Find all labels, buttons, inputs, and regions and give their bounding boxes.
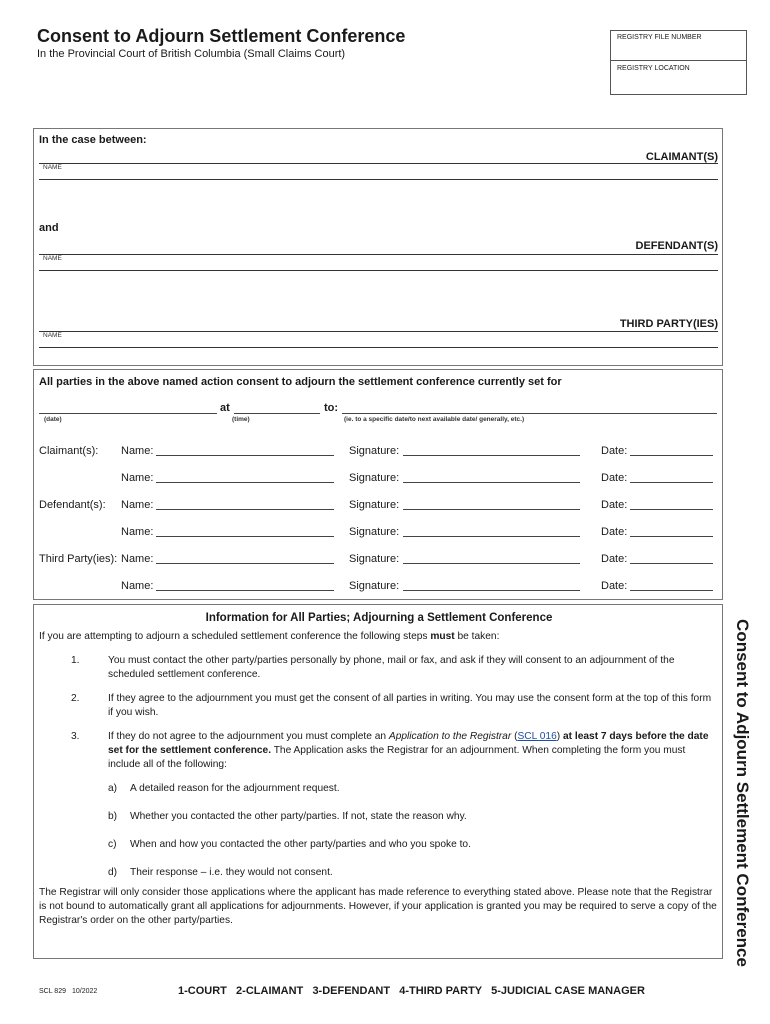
registry-location-label: REGISTRY LOCATION — [617, 65, 690, 72]
registry-file-number-label: REGISTRY FILE NUMBER — [617, 34, 702, 41]
defendants-row-label: Defendant(s): — [39, 499, 106, 511]
consent-box — [33, 369, 723, 600]
form-code: SCL 829 — [39, 988, 66, 995]
date-label: Date: — [601, 526, 628, 538]
third-party-1-name-field[interactable] — [156, 563, 334, 564]
settlement-time-field[interactable] — [234, 413, 320, 414]
defendant-name-line-2[interactable] — [39, 270, 718, 271]
step-number: 2. — [71, 693, 80, 704]
claimant-1-signature-field[interactable] — [403, 455, 580, 456]
third-party-2-signature-field[interactable] — [403, 590, 580, 591]
signature-label: Signature: — [349, 445, 400, 457]
closing-note: The Registrar will only consider those applications where the applicant has made reference to everything stated above. Please note that the Registrar is not bound to automatically grant all applications for adjournments. However, if your application is granted you may be required to serve a copy of the Registrar's order on the other party/parties. — [39, 887, 717, 926]
claimants-row-label: Claimant(s): — [39, 445, 99, 457]
date-hint: (date) — [44, 416, 62, 423]
adjourn-to-field[interactable] — [342, 413, 717, 414]
claimants-label: CLAIMANT(S) — [645, 151, 718, 163]
name-label: Name: — [121, 472, 154, 484]
date-label: Date: — [601, 499, 628, 511]
date-label: Date: — [601, 553, 628, 565]
time-hint: (time) — [232, 416, 250, 423]
form-date: 10/2022 — [72, 988, 98, 995]
defendant-2-date-field[interactable] — [630, 536, 713, 537]
claimant-2-date-field[interactable] — [630, 482, 713, 483]
to-hint: (ie. to a specific date/to next available date/ generally, etc.) — [344, 416, 525, 423]
name-label: Name: — [121, 553, 154, 565]
date-label: Date: — [601, 472, 628, 484]
name-label: Name: — [121, 580, 154, 592]
information-heading: Information for All Parties; Adjourning a Settlement Conference — [205, 612, 553, 624]
step-1 — [39, 654, 719, 682]
step-number: 1. — [71, 655, 80, 666]
claimant-name-line[interactable] — [39, 163, 718, 164]
claimant-1-date-field[interactable] — [630, 455, 713, 456]
distribution-list: 1-COURT 2-CLAIMANT 3-DEFENDANT 4-THIRD PARTY 5-JUDICIAL CASE MANAGER — [178, 985, 645, 997]
step-text: If they do not agree to the adjournment you must complete an Application to the Registrar (SCL 016) at least 7 days before the date set for the settlement conference. The Application asks the Registrar for an adjournment. When completing the form you must include all of the following: — [108, 731, 709, 770]
side-title: Consent to Adjourn Settlement Conference — [733, 619, 752, 967]
settlement-date-field[interactable] — [39, 413, 217, 414]
defendant-2-signature-field[interactable] — [403, 536, 580, 537]
claimant-2-name-field[interactable] — [156, 482, 334, 483]
third-party-2-date-field[interactable] — [630, 590, 713, 591]
form-title: Consent to Adjourn Settlement Conference — [37, 26, 406, 46]
information-intro: If you are attempting to adjourn a scheduled settlement conference the following steps must be taken: — [39, 631, 500, 642]
sub-item-b: b) Whether you contacted the other party/parties. If not, state the reason why. — [108, 811, 467, 822]
to-label: to: — [324, 402, 339, 414]
third-party-1-signature-field[interactable] — [403, 563, 580, 564]
third-party-2-name-field[interactable] — [156, 590, 334, 591]
signature-label: Signature: — [349, 499, 400, 511]
defendant-1-signature-field[interactable] — [403, 509, 580, 510]
claimant-1-name-field[interactable] — [156, 455, 334, 456]
claimant-name-caption: NAME — [43, 164, 62, 171]
claimant-2-signature-field[interactable] — [403, 482, 580, 483]
and-label: and — [39, 222, 59, 234]
defendant-1-date-field[interactable] — [630, 509, 713, 510]
third-party-row-label: Third Party(ies): — [39, 553, 118, 565]
defendant-name-line[interactable] — [39, 254, 718, 255]
sub-item-d: d) Their response – i.e. they would not consent. — [108, 867, 333, 878]
signature-label: Signature: — [349, 553, 400, 565]
at-label: at — [220, 402, 230, 414]
third-party-1-date-field[interactable] — [630, 563, 713, 564]
third-parties-label: THIRD PARTY(IES) — [619, 318, 718, 330]
third-party-name-line[interactable] — [39, 331, 718, 332]
third-party-name-caption: NAME — [43, 332, 62, 339]
name-label: Name: — [121, 445, 154, 457]
signature-label: Signature: — [349, 472, 400, 484]
sub-item-a: a) A detailed reason for the adjournment request. — [108, 783, 340, 794]
defendant-1-name-field[interactable] — [156, 509, 334, 510]
defendant-name-caption: NAME — [43, 255, 62, 262]
claimant-name-line-2[interactable] — [39, 179, 718, 180]
date-label: Date: — [601, 445, 628, 457]
information-content — [39, 611, 719, 928]
registry-box — [610, 30, 747, 95]
step-text: If they agree to the adjournment you must get the consent of all parties in writing. You may use the consent form at the top of this form if you wish. — [108, 693, 712, 718]
case-between-label: In the case between: — [39, 134, 147, 146]
signature-label: Signature: — [349, 526, 400, 538]
sub-item-c: c) When and how you contacted the other party/parties and who you spoke to. — [108, 839, 471, 850]
defendants-label: DEFENDANT(S) — [635, 240, 718, 252]
signature-label: Signature: — [349, 580, 400, 592]
step-3 — [39, 730, 719, 772]
step-2 — [39, 692, 719, 720]
name-label: Name: — [121, 526, 154, 538]
scl-016-link[interactable]: SCL 016 — [517, 731, 557, 742]
name-label: Name: — [121, 499, 154, 511]
step-number: 3. — [71, 731, 80, 742]
defendant-2-name-field[interactable] — [156, 536, 334, 537]
third-party-name-line-2[interactable] — [39, 347, 718, 348]
consent-statement: All parties in the above named action consent to adjourn the settlement conference currently set for — [39, 376, 562, 388]
step-text: You must contact the other party/parties personally by phone, mail or fax, and ask if they will consent to an adjournment of the scheduled settlement conference. — [108, 655, 675, 680]
form-subtitle: In the Provincial Court of British Columbia (Small Claims Court) — [37, 48, 346, 60]
date-label: Date: — [601, 580, 628, 592]
